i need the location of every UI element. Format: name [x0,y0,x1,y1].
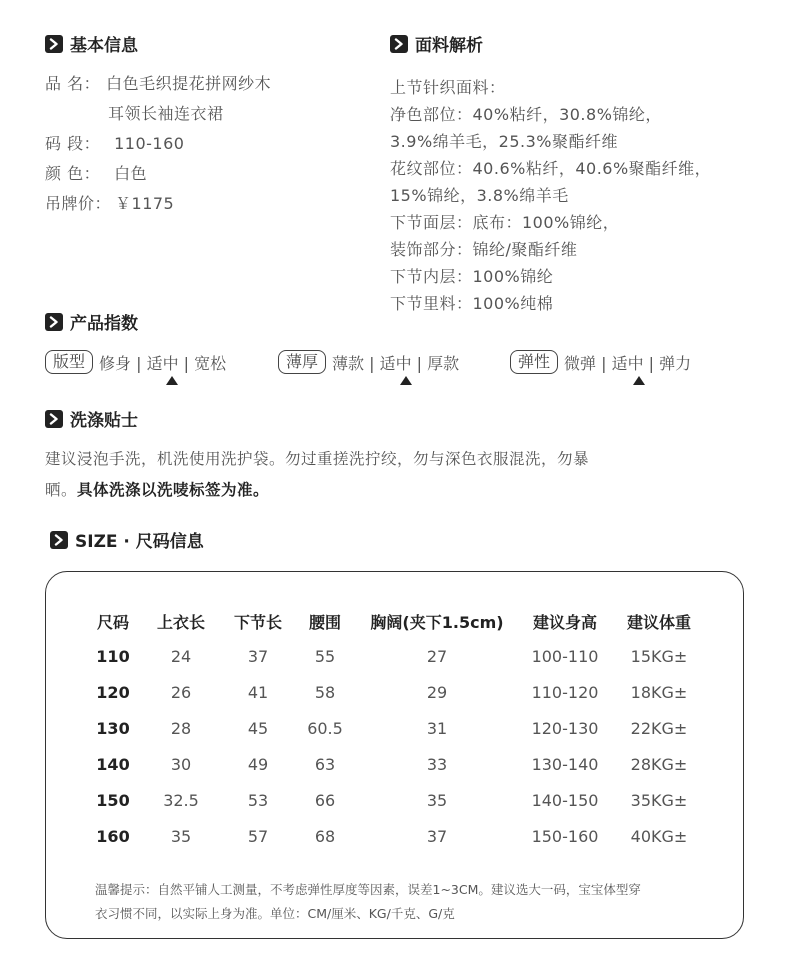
fabric-line: 花纹部位：40.6%粘纤，40.6%聚酯纤维， [390,159,712,178]
table-header-bottom-length-col: 下节长 [233,613,283,632]
table-cell-waist-col: 55 [314,647,336,666]
fabric-heading [390,31,483,56]
name-label: 品 名： [45,74,101,93]
table-cell-height-col: 140-150 [531,791,599,810]
table-cell-size-col: 140 [96,755,130,774]
table-cell-size-col: 130 [96,719,130,738]
table-cell-height-col: 100-110 [531,647,599,666]
price-value: ￥1175 [115,194,175,213]
table-header-size-col: 尺码 [96,613,130,632]
table-cell-waist-col: 60.5 [307,719,343,738]
fabric-line: 下节内层：100%锦纶 [390,267,554,286]
table-cell-bottom-length-col: 45 [247,719,269,738]
table-cell-weight-col: 15KG± [630,647,688,666]
table-cell-top-length-col: 28 [170,719,192,738]
table-cell-weight-col: 40KG± [630,827,688,846]
chevron-right-icon [45,35,63,53]
table-cell-chest-col: 29 [426,683,448,702]
fabric-line: 下节面层：底布：100%锦纶， [390,213,620,232]
table-cell-bottom-length-col: 49 [247,755,269,774]
fit-index [45,350,226,374]
basic-info-title: 基本信息 [70,36,138,56]
care-text-line2-start: 晒。 [45,481,78,499]
table-cell-top-length-col: 24 [170,647,192,666]
table-cell-chest-col: 33 [426,755,448,774]
table-cell-size-col: 160 [96,827,130,846]
table-cell-height-col: 130-140 [531,755,599,774]
table-cell-waist-col: 66 [314,791,336,810]
table-cell-size-col: 120 [96,683,130,702]
fabric-line: 装饰部分：锦纶/聚酯纤维 [390,240,578,259]
table-cell-weight-col: 18KG± [630,683,688,702]
size-heading [50,527,204,552]
table-cell-bottom-length-col: 53 [247,791,269,810]
fabric-line: 3.9%绵羊毛，25.3%聚酯纤维 [390,132,618,151]
size-range-row [45,131,184,154]
size-note-line1: 温馨提示：自然平铺人工测量，不考虑弹性厚度等因素，误差1~3CM。建议选大一码，宝宝体型穿 [95,882,641,897]
table-cell-weight-col: 28KG± [630,755,688,774]
table-cell-chest-col: 31 [426,719,448,738]
elasticity-index [510,350,691,374]
care-heading [45,406,138,431]
chevron-right-icon [50,531,68,549]
table-header-waist-col: 腰围 [308,613,342,632]
size-note-line2: 衣习惯不同，以实际上身为准。单位：CM/厘米、KG/千克、G/克 [95,906,455,921]
table-cell-height-col: 150-160 [531,827,599,846]
size-title: SIZE · 尺码信息 [75,532,204,552]
product-index-heading [45,309,138,334]
name-row [45,71,271,94]
table-cell-chest-col: 35 [426,791,448,810]
table-cell-weight-col: 22KG± [630,719,688,738]
fit-label-pill: 版型 [45,350,93,374]
product-index-title: 产品指数 [70,314,138,334]
table-cell-bottom-length-col: 37 [247,647,269,666]
size-range-value: 110-160 [114,134,185,153]
thickness-label-pill: 薄厚 [278,350,326,374]
fabric-line: 上节针织面料： [390,78,506,97]
elasticity-label-pill: 弹性 [510,350,558,374]
table-cell-top-length-col: 35 [170,827,192,846]
table-cell-waist-col: 68 [314,827,336,846]
care-text-line1: 建议浸泡手洗，机洗使用洗护袋。勿过重搓洗拧绞，勿与深色衣服混洗，勿暴 [45,450,590,468]
fabric-line: 15%锦纶，3.8%绵羊毛 [390,186,569,205]
fit-options: 修身 | 适中 | 宽松 [99,353,227,373]
fabric-line: 下节里料：100%纯棉 [390,294,554,313]
table-cell-bottom-length-col: 41 [247,683,269,702]
table-header-height-col: 建议身高 [532,613,598,632]
name-value-line2: 耳领长袖连衣裙 [108,104,224,123]
table-cell-size-col: 150 [96,791,130,810]
elasticity-options: 微弹 | 适中 | 弹力 [564,353,692,373]
table-cell-top-length-col: 26 [170,683,192,702]
table-cell-top-length-col: 32.5 [163,791,199,810]
care-title: 洗涤贴士 [70,411,138,431]
thickness-options: 薄款 | 适中 | 厚款 [332,353,460,373]
fabric-title: 面料解析 [415,36,483,56]
name-value-line1: 白色毛织提花拼网纱木 [106,74,272,93]
table-header-weight-col: 建议体重 [626,613,692,632]
chevron-right-icon [45,313,63,331]
table-cell-chest-col: 37 [426,827,448,846]
thickness-selected-marker [400,376,412,385]
table-cell-chest-col: 27 [426,647,448,666]
table-cell-bottom-length-col: 57 [247,827,269,846]
fit-selected-marker [166,376,178,385]
price-label: 吊牌价： [45,194,112,213]
table-cell-height-col: 110-120 [531,683,599,702]
fabric-line: 净色部位：40%粘纤，30.8%锦纶， [390,105,662,124]
color-label: 颜 色： [45,164,101,183]
table-cell-weight-col: 35KG± [630,791,688,810]
chevron-right-icon [390,35,408,53]
thickness-index [278,350,459,374]
color-value: 白色 [114,164,148,183]
care-text-emphasis: 具体洗涤以洗唛标签为准。 [77,481,270,499]
basic-info-heading [45,31,138,56]
size-range-label: 码 段： [45,134,101,153]
table-cell-waist-col: 63 [314,755,336,774]
table-cell-waist-col: 58 [314,683,336,702]
elasticity-selected-marker [633,376,645,385]
table-cell-size-col: 110 [96,647,130,666]
chevron-right-icon [45,410,63,428]
table-header-chest-col: 胸阔(夹下1.5cm) [370,613,504,632]
price-row [45,191,174,214]
color-row [45,161,147,184]
table-cell-height-col: 120-130 [531,719,599,738]
table-cell-top-length-col: 30 [170,755,192,774]
table-header-top-length-col: 上衣长 [156,613,206,632]
care-text-line2 [45,478,269,500]
